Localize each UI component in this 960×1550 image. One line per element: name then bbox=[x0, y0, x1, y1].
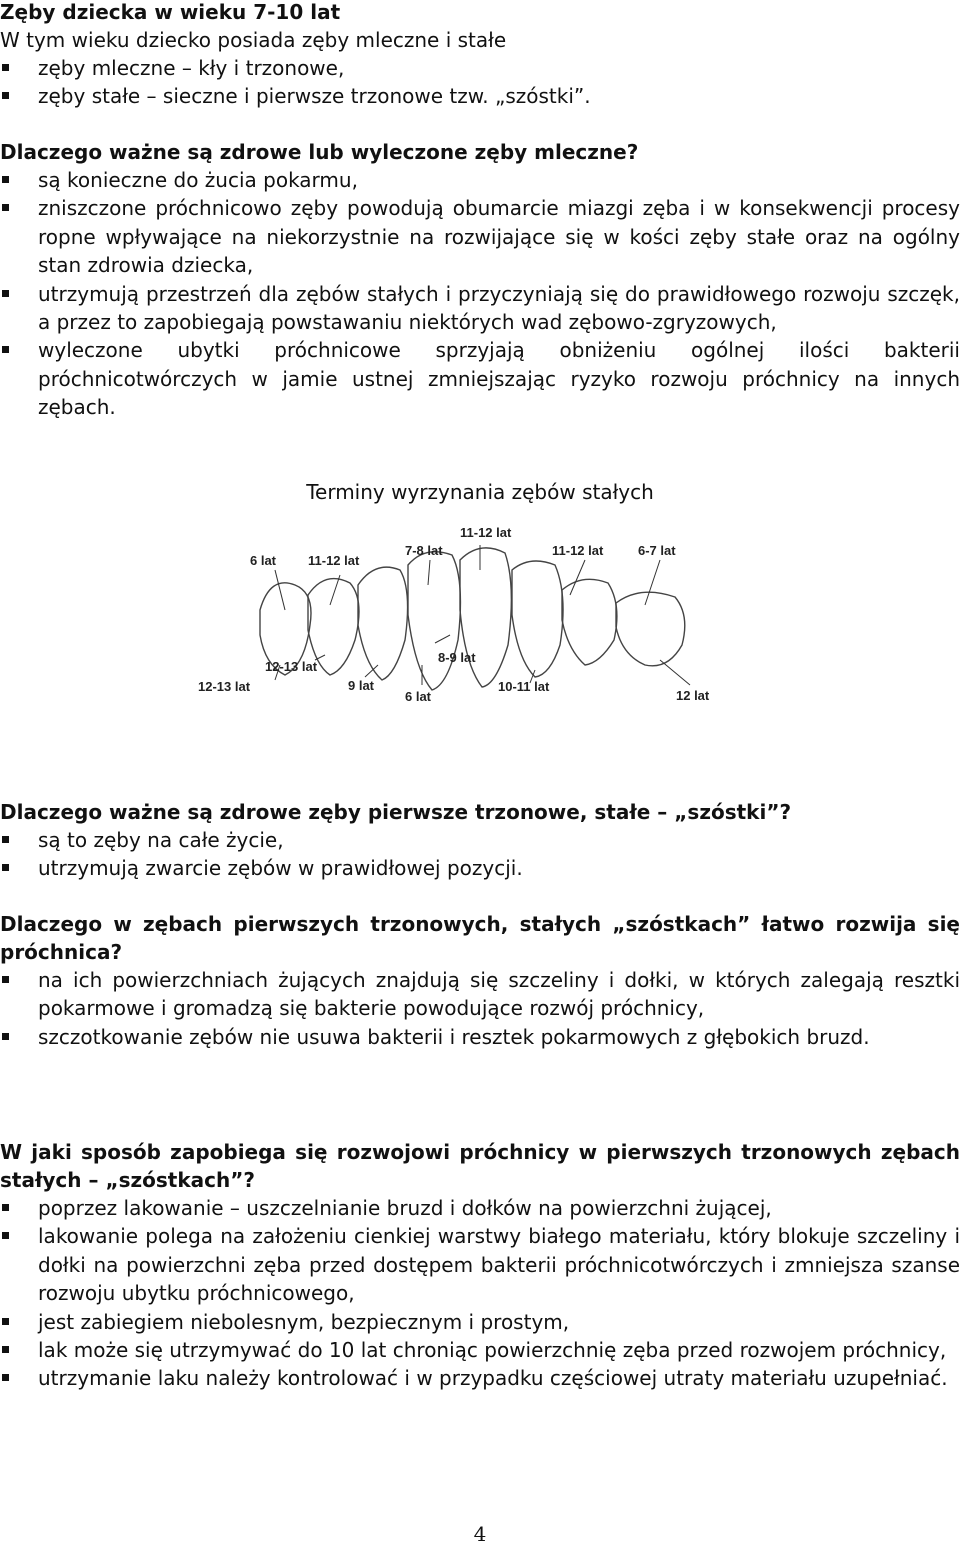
list-item: zęby stałe – sieczne i pierwsze trzonowe tzw. „szóstki”. bbox=[0, 82, 960, 110]
list-item: lak może się utrzymywać do 10 lat chroniąc powierzchnię zęba przed rozwojem próchnicy, bbox=[0, 1336, 960, 1364]
leader-line bbox=[330, 575, 340, 605]
section-title: Dlaczego ważne są zdrowe lub wyleczone zęby mleczne? bbox=[0, 140, 639, 164]
leader-line bbox=[275, 570, 285, 610]
bullet-list bbox=[0, 166, 960, 422]
bullet-list bbox=[0, 54, 960, 111]
diagram-label: 11-12 lat bbox=[552, 543, 604, 558]
list-item: zniszczone próchnicowo zęby powodują obumarcie miazgi zęba i w konsekwencji procesy ropne wpływające na niekorzystnie na rozwijające się w kości zęby stałe oraz na ogólny stan zdrowia dziecka, bbox=[0, 194, 960, 279]
diagram-label: 6-7 lat bbox=[638, 543, 676, 558]
tooth-eruption-diagram bbox=[190, 515, 740, 715]
list-item: lakowanie polega na założeniu cienkiej warstwy białego materiału, który blokuje szczeliny i dołki na powierzchni zęba przed dostępem bakterii próchnicotwórczych i zmniejsza szanse rozwoju ubytku próchnicowego, bbox=[0, 1222, 960, 1307]
list-item: wyleczone ubytki próchnicowe sprzyjają obniżeniu ogólnej ilości bakterii próchnicotwórczych w jamie ustnej zmniejszając ryzyko rozwoju próchnicy na innych zębach. bbox=[0, 336, 960, 421]
bullet-list bbox=[0, 1194, 960, 1393]
section-title: Dlaczego ważne są zdrowe zęby pierwsze trzonowe, stałe – „szóstki”? bbox=[0, 800, 792, 824]
list-item: są to zęby na całe życie, bbox=[0, 826, 960, 854]
tooth-outline bbox=[616, 592, 685, 666]
list-item: zęby mleczne – kły i trzonowe, bbox=[0, 54, 960, 82]
list-item: utrzymują zwarcie zębów w prawidłowej pozycji. bbox=[0, 854, 960, 882]
diagram-label: 8-9 lat bbox=[438, 650, 476, 665]
diagram-label: 7-8 lat bbox=[405, 543, 443, 558]
section-intro: W tym wieku dziecko posiada zęby mleczne i stałe bbox=[0, 28, 507, 52]
list-item: są konieczne do żucia pokarmu, bbox=[0, 166, 960, 194]
tooth-outline bbox=[562, 579, 617, 665]
diagram-label: 10-11 lat bbox=[498, 679, 550, 694]
diagram-label: 11-12 lat bbox=[460, 525, 512, 540]
section-teeth-7-10 bbox=[0, 0, 960, 111]
diagram-label: 6 lat bbox=[405, 689, 432, 704]
list-item: szczotkowanie zębów nie usuwa bakterii i resztek pokarmowych z głębokich bruzd. bbox=[0, 1023, 960, 1051]
bullet-list bbox=[0, 826, 960, 883]
list-item: na ich powierzchniach żujących znajdują się szczeliny i dołki, w których zalegają resztki pokarmowe i gromadzą się bakterie powodujące rozwój próchnicy, bbox=[0, 966, 960, 1023]
section-milk-teeth bbox=[0, 138, 960, 422]
diagram-label: 12-13 lat bbox=[265, 659, 318, 674]
section-title: Zęby dziecka w wieku 7-10 lat bbox=[0, 0, 341, 24]
bullet-list bbox=[0, 966, 960, 1051]
tooth-outline bbox=[358, 567, 408, 680]
diagram-label: 11-12 lat bbox=[308, 553, 360, 568]
list-item: poprzez lakowanie – uszczelnianie bruzd i dołków na powierzchni żującej, bbox=[0, 1194, 960, 1222]
leader-line bbox=[645, 560, 660, 605]
list-item: utrzymują przestrzeń dla zębów stałych i przyczyniają się do prawidłowego rozwoju szczęk, a przez to zapobiegają powstawaniu niektórych wad zębowo-zgryzowych, bbox=[0, 280, 960, 337]
page-number: 4 bbox=[473, 1522, 487, 1546]
figure-caption: Terminy wyrzynania zębów stałych bbox=[306, 480, 654, 504]
diagram-label: 9 lat bbox=[348, 678, 375, 693]
section-first-molars bbox=[0, 798, 960, 883]
tooth-outline bbox=[512, 561, 563, 677]
tooth-outline bbox=[460, 548, 511, 687]
diagram-label: 12 lat bbox=[676, 688, 710, 703]
diagram-label: 6 lat bbox=[250, 553, 277, 568]
tooth-outline bbox=[408, 552, 460, 690]
leader-line bbox=[428, 560, 430, 585]
leader-line bbox=[435, 635, 450, 643]
section-prevention bbox=[0, 1138, 960, 1393]
diagram-label: 12-13 lat bbox=[198, 679, 251, 694]
section-title: W jaki sposób zapobiega się rozwojowi próchnicy w pierwszych trzonowych zębach stałych – „szóstkach”? bbox=[0, 1140, 960, 1192]
section-title: Dlaczego w zębach pierwszych trzonowych, stałych „szóstkach” łatwo rozwija się próchnica? bbox=[0, 912, 960, 964]
list-item: utrzymanie laku należy kontrolować i w przypadku częściowej utraty materiału uzupełniać. bbox=[0, 1364, 960, 1392]
leader-line bbox=[660, 660, 690, 685]
list-item: jest zabiegiem niebolesnym, bezpiecznym i prostym, bbox=[0, 1308, 960, 1336]
leader-line bbox=[570, 560, 585, 595]
section-caries-reason bbox=[0, 910, 960, 1051]
